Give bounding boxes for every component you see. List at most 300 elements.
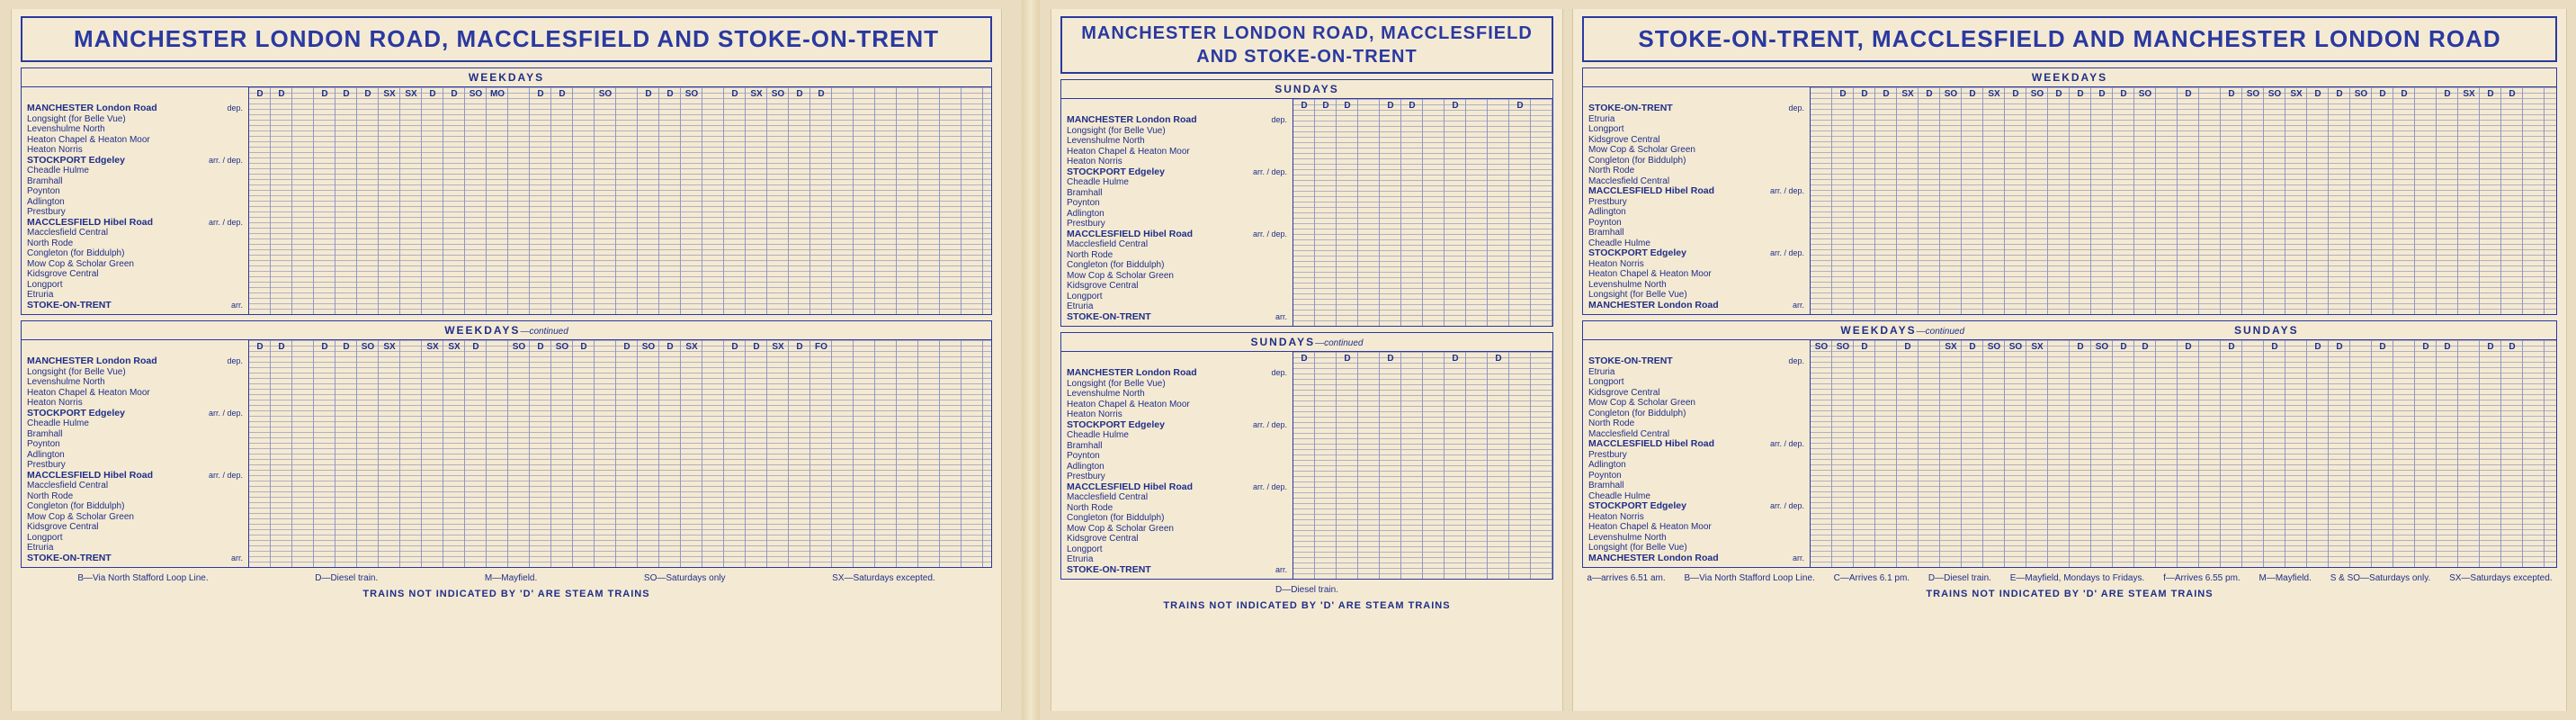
- station-label: MACCLESFIELD Hibel Road: [1067, 228, 1194, 239]
- times-grid: [1811, 340, 2556, 567]
- station-name: [1067, 462, 1287, 472]
- station-name: [1588, 512, 1804, 523]
- station-arr-dep: arr.: [1275, 564, 1287, 574]
- train-code: D: [2120, 342, 2127, 352]
- train-code: D: [580, 342, 587, 352]
- station-arr-dep: arr. / dep.: [1769, 439, 1804, 448]
- station-label: STOKE-ON-TRENT: [1067, 563, 1151, 575]
- train-code: D: [1452, 101, 1459, 111]
- station-name: [27, 280, 243, 291]
- train-code: D: [321, 89, 328, 99]
- station-label: North Rode: [27, 238, 74, 248]
- train-code: D: [2077, 89, 2084, 99]
- train-code: D: [623, 342, 631, 352]
- train-code: [1358, 354, 1380, 364]
- train-code: D: [1883, 89, 1890, 99]
- train-codes-row: [1811, 87, 2556, 99]
- train-code: D: [2422, 342, 2429, 352]
- station-arr-dep: dep.: [1788, 104, 1804, 112]
- train-code: FO: [815, 342, 827, 352]
- station-arr-dep: dep.: [1271, 368, 1287, 377]
- station-label: Heaton Chapel & Heaton Moor: [27, 134, 150, 145]
- station-name: [1067, 250, 1287, 261]
- train-code: D: [1322, 101, 1329, 111]
- station-label: STOCKPORT Edgeley: [27, 154, 125, 166]
- footnote: M—Mayfield.: [2258, 573, 2312, 583]
- train-code: [1466, 101, 1488, 111]
- station-name: [1067, 451, 1287, 462]
- train-code: SX: [2463, 89, 2475, 99]
- station-label: Longport: [27, 279, 63, 290]
- train-code: [2285, 342, 2307, 352]
- station-label: Bramhall: [27, 428, 63, 439]
- station-arr-dep: dep.: [1788, 356, 1804, 365]
- station-name: [1588, 218, 1804, 229]
- station-name: [1067, 271, 1287, 282]
- section-label-text: SUNDAYS: [1275, 83, 1339, 95]
- station-label: Longsight (for Belle Vue): [1067, 125, 1166, 136]
- train-code: D: [2487, 89, 2494, 99]
- train-code: [1401, 354, 1423, 364]
- station-name: [1588, 228, 1804, 238]
- station-label: Longsight (for Belle Vue): [1067, 378, 1166, 389]
- train-code: [400, 342, 422, 352]
- train-code: [1423, 101, 1445, 111]
- train-code: SO: [2246, 89, 2260, 99]
- train-code: D: [2228, 342, 2235, 352]
- section-label-note: —continued: [1315, 338, 1364, 348]
- train-code: [1488, 101, 1509, 111]
- station-label: Heaton Norris: [1588, 511, 1644, 522]
- train-code: D: [1839, 89, 1847, 99]
- station-label: Levenshulme North: [27, 377, 105, 387]
- station-label: Congleton (for Biddulph): [27, 248, 125, 258]
- station-arr-dep: arr.: [1792, 553, 1804, 562]
- footnote: f—Arrives 6.55 pm.: [2163, 573, 2241, 583]
- station-arr-dep: arr. / dep.: [1252, 166, 1287, 176]
- train-code: D: [2271, 342, 2278, 352]
- train-codes-row: [249, 87, 991, 99]
- station-label: Poynton: [1588, 470, 1622, 481]
- station-name: [1588, 166, 1804, 176]
- train-code: [2393, 342, 2415, 352]
- train-code: D: [1387, 354, 1394, 364]
- station-name: [1067, 260, 1287, 271]
- train-code: SX: [383, 342, 396, 352]
- train-code: SO: [2354, 89, 2368, 99]
- station-arr-dep: arr. / dep.: [1769, 248, 1804, 257]
- train-code: D: [256, 342, 264, 352]
- station-label: Longsight (for Belle Vue): [27, 366, 126, 377]
- train-code: [1531, 101, 1552, 111]
- train-code: D: [364, 89, 371, 99]
- station-arr-dep: arr. / dep.: [1769, 186, 1804, 195]
- station-label: Bramhall: [1588, 481, 1624, 490]
- train-code: D: [818, 89, 825, 99]
- train-code: SX: [772, 342, 784, 352]
- station-name: [27, 429, 243, 440]
- train-code: [2156, 89, 2178, 99]
- station-label: Heaton Norris: [27, 145, 83, 155]
- station-label: STOKE-ON-TRENT: [1067, 310, 1151, 322]
- right-notes: [1586, 573, 2554, 583]
- station-name: [1588, 501, 1804, 512]
- station-name: [1588, 450, 1804, 461]
- footnote: a—arrives 6.51 am.: [1587, 573, 1666, 583]
- station-name: [1067, 400, 1287, 410]
- station-arr-dep: dep.: [1271, 115, 1287, 124]
- station-label: Kidsgrove Central: [1067, 534, 1139, 544]
- station-label: MANCHESTER London Road: [1067, 114, 1197, 125]
- station-name: [27, 491, 243, 502]
- station-label: Prestbury: [27, 460, 66, 470]
- station-label: Prestbury: [1067, 219, 1105, 229]
- times-grid: [1293, 352, 1552, 579]
- section-label-text: WEEKDAYS: [444, 324, 521, 337]
- train-code: SO: [555, 342, 569, 352]
- station-label: Adlington: [1067, 461, 1105, 472]
- station-label: Cheadle Hulme: [1588, 238, 1650, 248]
- station-label: North Rode: [1067, 249, 1114, 260]
- station-name: [1067, 177, 1287, 188]
- train-code: [1509, 354, 1531, 364]
- train-codes-row: [249, 340, 991, 352]
- middle-timetable-0: [1060, 79, 1553, 327]
- station-name: [1588, 301, 1804, 311]
- train-code: [2350, 342, 2372, 352]
- right-timetable-0: [1582, 68, 2557, 315]
- section-label: [1583, 321, 2556, 340]
- train-code: SO: [1836, 342, 1850, 352]
- footnote: D—Diesel train.: [315, 573, 379, 583]
- station-name: [1067, 188, 1287, 199]
- station-label: Adlington: [27, 449, 65, 460]
- station-label: North Rode: [27, 490, 74, 501]
- station-name: [27, 481, 243, 491]
- station-label: Prestbury: [27, 207, 66, 217]
- station-name: [1588, 186, 1804, 197]
- footnote: SX—Saturdays excepted.: [832, 573, 935, 583]
- section-label: [1583, 68, 2556, 87]
- station-label: Poynton: [1588, 217, 1622, 228]
- train-code: D: [2487, 342, 2494, 352]
- station-arr-dep: arr. / dep.: [208, 408, 243, 418]
- train-code: SX: [750, 89, 763, 99]
- train-code: D: [2379, 342, 2386, 352]
- train-code: D: [278, 342, 285, 352]
- train-code: [292, 89, 314, 99]
- station-label: Heaton Chapel & Heaton Moor: [1067, 399, 1190, 410]
- right-timetable-1: [1582, 320, 2557, 568]
- train-code: [2156, 342, 2178, 352]
- train-code: SO: [2008, 342, 2023, 352]
- train-code: MO: [489, 89, 505, 99]
- train-code: D: [278, 89, 285, 99]
- station-label: Levenshulme North: [27, 124, 105, 134]
- station-list: [22, 87, 249, 314]
- station-name: [27, 248, 243, 259]
- station-name: [27, 218, 243, 229]
- station-label: Congleton (for Biddulph): [1588, 155, 1686, 166]
- section-label: [1061, 333, 1552, 352]
- left-title: MANCHESTER LONDON ROAD, MACCLESFIELD AND STOKE-ON-TRENT: [21, 16, 992, 62]
- station-name: [27, 388, 243, 399]
- station-label: Macclesfield Central: [1588, 176, 1670, 186]
- station-label: Cheadle Hulme: [1067, 430, 1129, 440]
- station-label: MACCLESFIELD Hibel Road: [1588, 438, 1715, 449]
- station-label: Cheadle Hulme: [1067, 177, 1129, 187]
- train-code: [2242, 342, 2264, 352]
- station-name: [27, 501, 243, 512]
- train-code: D: [666, 342, 674, 352]
- station-label: Kidsgrove Central: [27, 269, 99, 279]
- train-code: SX: [448, 342, 461, 352]
- train-code: SO: [771, 89, 785, 99]
- station-name: [27, 512, 243, 523]
- train-code: D: [2444, 89, 2451, 99]
- station-name: [1588, 471, 1804, 482]
- station-name: [27, 238, 243, 249]
- train-code: D: [2336, 89, 2343, 99]
- station-name: [1067, 565, 1287, 576]
- station-label: Etruria: [1588, 366, 1615, 377]
- station-name: [1067, 115, 1287, 126]
- train-code: D: [537, 342, 544, 352]
- station-list: [1583, 340, 1811, 567]
- train-code: D: [1301, 101, 1308, 111]
- station-name: [1588, 135, 1804, 146]
- station-name: [27, 471, 243, 482]
- station-name: [27, 186, 243, 197]
- left-timetable-1: [21, 320, 992, 568]
- station-name: [27, 269, 243, 280]
- train-code: D: [1516, 101, 1524, 111]
- footnote: E—Mayfield, Mondays to Fridays.: [2009, 573, 2145, 583]
- station-label: Macclesfield Central: [27, 481, 109, 490]
- train-code: D: [2142, 342, 2149, 352]
- train-code: D: [256, 89, 264, 99]
- station-label: MACCLESFIELD Hibel Road: [27, 469, 154, 481]
- station-name: [27, 114, 243, 125]
- left-footer: TRAINS NOT INDICATED BY 'D' ARE STEAM TRAINS: [362, 589, 650, 599]
- station-name: [27, 439, 243, 450]
- station-arr-dep: arr.: [230, 300, 243, 310]
- train-code: D: [429, 89, 436, 99]
- train-code: [2199, 342, 2221, 352]
- train-code: SO: [1944, 89, 1958, 99]
- train-code: D: [731, 342, 738, 352]
- station-label: Etruria: [1588, 113, 1615, 124]
- station-label: Bramhall: [27, 176, 63, 186]
- station-arr-dep: arr. / dep.: [208, 155, 243, 165]
- station-label: Kidsgrove Central: [1588, 134, 1660, 145]
- station-label: Adlington: [1588, 207, 1626, 217]
- station-label: Longsight (for Belle Vue): [27, 113, 126, 124]
- station-label: Adlington: [27, 196, 65, 207]
- train-code: SO: [598, 89, 613, 99]
- times-grid: [249, 340, 991, 567]
- station-name: [27, 522, 243, 533]
- station-name: [1588, 356, 1804, 367]
- train-code: D: [2509, 342, 2516, 352]
- station-name: [1588, 280, 1804, 291]
- station-name: [1588, 418, 1804, 429]
- train-code: [702, 342, 724, 352]
- station-name: [1588, 197, 1804, 208]
- station-name: [1067, 503, 1287, 514]
- train-code: D: [1969, 89, 1976, 99]
- station-label: STOKE-ON-TRENT: [1588, 356, 1673, 366]
- station-name: [1588, 367, 1804, 378]
- station-label: Congleton (for Biddulph): [27, 501, 125, 511]
- station-label: MACCLESFIELD Hibel Road: [27, 216, 154, 228]
- train-code: D: [796, 342, 803, 352]
- station-label: Macclesfield Central: [27, 228, 109, 238]
- station-label: Etruria: [1067, 554, 1094, 564]
- left-timetable-0: [21, 68, 992, 315]
- train-code: SX: [383, 89, 396, 99]
- station-label: STOKE-ON-TRENT: [1588, 103, 1673, 113]
- train-code: D: [2314, 342, 2321, 352]
- train-code: D: [1344, 101, 1351, 111]
- station-label: Mow Cop & Scholar Green: [1588, 145, 1695, 155]
- section-label-text: WEEKDAYS: [2031, 71, 2108, 84]
- train-code: [702, 89, 724, 99]
- station-label: Prestbury: [1588, 196, 1627, 207]
- station-name: [1067, 136, 1287, 147]
- train-code: D: [1861, 342, 1868, 352]
- footnote: D—Diesel train.: [1928, 573, 1991, 583]
- station-name: [1067, 167, 1287, 178]
- train-code: SO: [512, 342, 526, 352]
- station-label: STOCKPORT Edgeley: [1067, 166, 1165, 177]
- station-arr-dep: dep.: [227, 104, 243, 112]
- station-label: Macclesfield Central: [1067, 239, 1149, 249]
- footnote: S & SO—Saturdays only.: [2330, 573, 2431, 583]
- train-code: D: [2336, 342, 2343, 352]
- train-codes-row: [1293, 352, 1552, 364]
- station-list: [22, 340, 249, 567]
- train-code: D: [472, 342, 479, 352]
- train-code: SO: [684, 89, 699, 99]
- station-label: Prestbury: [1067, 472, 1105, 482]
- train-code: SO: [641, 342, 656, 352]
- station-name: [1067, 482, 1287, 493]
- train-code: D: [645, 89, 652, 99]
- train-code: SX: [1988, 89, 2000, 99]
- train-code: [2199, 89, 2221, 99]
- station-label: Bramhall: [1067, 187, 1103, 198]
- left-panel: [11, 9, 1002, 711]
- station-label: Poynton: [1067, 451, 1100, 461]
- section-label: [1061, 80, 1552, 99]
- station-name: [1067, 292, 1287, 302]
- train-code: SX: [685, 342, 698, 352]
- station-label: MANCHESTER London Road: [27, 103, 157, 113]
- station-name: [27, 356, 243, 367]
- train-code: SO: [2138, 89, 2152, 99]
- train-code: SX: [1901, 89, 1914, 99]
- train-code: D: [1495, 354, 1502, 364]
- station-label: Prestbury: [1588, 449, 1627, 460]
- section-label-text: WEEKDAYS: [468, 71, 545, 84]
- station-arr-dep: arr. / dep.: [208, 470, 243, 480]
- train-code: D: [1861, 89, 1868, 99]
- station-label: Poynton: [1067, 198, 1100, 208]
- station-name: [1067, 379, 1287, 390]
- station-label: Macclesfield Central: [1588, 428, 1670, 439]
- station-label: North Rode: [1588, 418, 1635, 428]
- train-code: D: [1387, 101, 1394, 111]
- station-name: [1588, 460, 1804, 471]
- footnote: M—Mayfield.: [484, 573, 538, 583]
- station-name: [1588, 388, 1804, 399]
- station-name: [1067, 441, 1287, 452]
- station-label: Levenshulme North: [1067, 136, 1145, 146]
- train-codes-row: [1293, 99, 1552, 111]
- train-code: [1919, 342, 1940, 352]
- station-label: North Rode: [1067, 502, 1114, 513]
- train-code: D: [1452, 354, 1459, 364]
- station-label: STOCKPORT Edgeley: [1067, 418, 1165, 430]
- station-label: Heaton Chapel & Heaton Moor: [1588, 522, 1712, 532]
- train-code: D: [2379, 89, 2386, 99]
- middle-footer: TRAINS NOT INDICATED BY 'D' ARE STEAM TRAINS: [1163, 600, 1451, 611]
- station-label: MANCHESTER London Road: [1588, 552, 1719, 563]
- station-label: Mow Cop & Scholar Green: [27, 258, 134, 269]
- train-code: D: [666, 89, 674, 99]
- station-arr-dep: arr. / dep.: [1252, 482, 1287, 491]
- section-label-text: WEEKDAYS: [1840, 324, 1917, 337]
- train-code: D: [1301, 354, 1308, 364]
- station-label: Longport: [27, 532, 63, 543]
- station-label: Adlington: [1588, 460, 1626, 470]
- middle-panel: [1051, 9, 1563, 711]
- right-footer: TRAINS NOT INDICATED BY 'D' ARE STEAM TRAINS: [1926, 589, 2214, 599]
- times-grid: [249, 87, 991, 314]
- train-code: SX: [426, 342, 439, 352]
- station-arr-dep: arr.: [230, 553, 243, 562]
- station-label: STOCKPORT Edgeley: [1588, 248, 1686, 258]
- station-label: STOCKPORT Edgeley: [1588, 500, 1686, 511]
- station-label: Congleton (for Biddulph): [1067, 260, 1165, 270]
- train-code: [1423, 354, 1445, 364]
- station-label: North Rode: [1588, 166, 1635, 176]
- station-name: [27, 409, 243, 419]
- train-code: D: [321, 342, 328, 352]
- station-label: MANCHESTER London Road: [1067, 367, 1197, 378]
- station-name: [1067, 420, 1287, 431]
- train-code: D: [2185, 89, 2192, 99]
- train-code: [487, 342, 508, 352]
- station-name: [1588, 554, 1804, 564]
- page-fold: [1022, 0, 1040, 720]
- train-code: SO: [361, 342, 375, 352]
- station-label: STOKE-ON-TRENT: [27, 299, 112, 310]
- train-code: SX: [2031, 342, 2044, 352]
- station-arr-dep: arr.: [1275, 311, 1287, 321]
- station-name: [1067, 513, 1287, 524]
- station-label: Bramhall: [1067, 440, 1103, 451]
- train-code: D: [2012, 89, 2019, 99]
- station-label: Bramhall: [1588, 228, 1624, 238]
- station-name: [27, 228, 243, 238]
- station-name: [1067, 430, 1287, 441]
- station-label: Poynton: [27, 186, 60, 196]
- times-grid: [1293, 99, 1552, 326]
- train-code: [616, 89, 638, 99]
- station-label: Kidsgrove Central: [1588, 387, 1660, 398]
